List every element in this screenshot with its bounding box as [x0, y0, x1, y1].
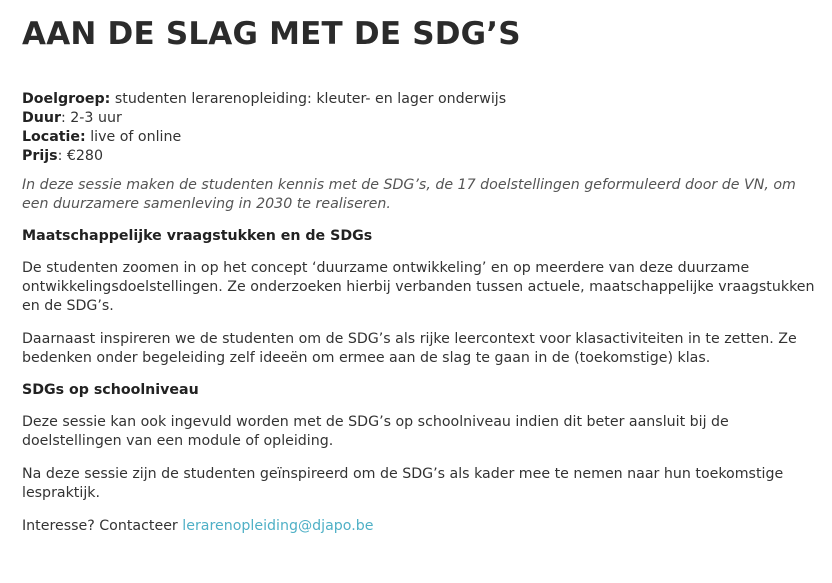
contact-line	[22, 517, 820, 536]
page-title: AAN DE SLAG MET DE SDG’S	[22, 16, 521, 52]
meta-locatie-label: Locatie:	[22, 129, 86, 145]
meta-prijs-value: : €280	[57, 148, 103, 164]
section2-paragraph-2: Na deze sessie zijn de studenten geïnspireerd om de SDG’s als kader mee te nemen naar hun toekomstige lespraktijk.	[22, 466, 784, 501]
section1-paragraph-2: Daarnaast inspireren we de studenten om de SDG’s als rijke leercontext voor klasactiviteiten in te zetten. Ze bedenken onder begeleiding zelf ideeën om ermee aan de slag te gaan in de (toekomstige) klas.	[22, 331, 797, 366]
section1-paragraph-1: De studenten zoomen in op het concept ‘duurzame ontwikkeling’ en op meerdere van deze duurzame ontwikkelingsdoelstellingen. Ze onderzoeken hierbij verbanden tussen actuele, maatschappelijke vraagstukken en de SDG’s.	[22, 260, 815, 314]
meta-doelgroep	[22, 90, 820, 109]
intro-paragraph: In deze sessie maken de studenten kennis met de SDG’s, de 17 doelstellingen geformuleerd door de VN, om een duurzamere samenleving in 2030 te realiseren.	[22, 177, 796, 212]
meta-locatie-value: live of online	[85, 129, 182, 145]
section1-heading: Maatschappelijke vraagstukken en de SDGs	[22, 228, 373, 244]
meta-locatie	[22, 128, 820, 147]
contact-email-link[interactable]: lerarenopleiding@djapo.be	[182, 518, 374, 534]
contact-prefix: Interesse? Contacteer	[22, 518, 183, 534]
meta-doelgroep-value: studenten lerarenopleiding: kleuter- en lager onderwijs	[110, 91, 507, 107]
meta-duur	[22, 109, 820, 128]
meta-prijs-label: Prijs	[22, 148, 58, 164]
meta-duur-value: : 2-3 uur	[60, 110, 122, 126]
article-body	[22, 90, 820, 536]
meta-duur-label: Duur	[22, 110, 61, 126]
section2-heading: SDGs op schoolniveau	[22, 382, 199, 398]
meta-prijs	[22, 147, 820, 166]
section2-paragraph-1: Deze sessie kan ook ingevuld worden met de SDG’s op schoolniveau indien dit beter aansluit bij de doelstellingen van een module of opleiding.	[22, 414, 729, 449]
meta-doelgroep-label: Doelgroep:	[22, 91, 111, 107]
session-meta	[22, 90, 820, 166]
